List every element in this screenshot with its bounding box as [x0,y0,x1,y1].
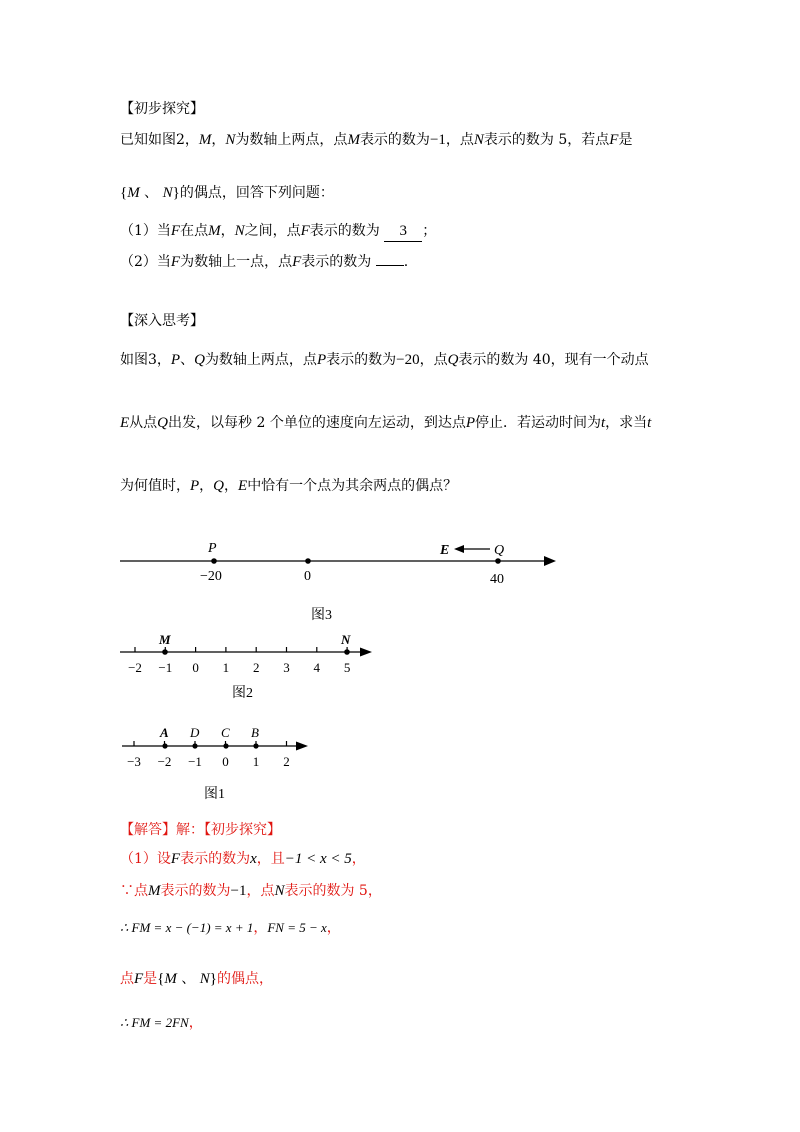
text: ，点 [246,883,275,899]
brace: } [209,971,217,987]
text: 已知如图2， [120,132,199,148]
var-f: F [170,851,181,867]
var-n: N [473,132,484,148]
text: 表示的数为 5， [284,883,382,899]
text: （1）设 [120,851,171,867]
var-x: x [250,851,257,867]
tick-label: −20 [200,569,222,584]
tick-label: 0 [304,569,311,584]
text: 为数轴上两点，点 [235,132,348,148]
var-n: N [234,223,245,239]
label-p: P [208,541,217,556]
axis-arrowhead [544,556,556,566]
brace: } [172,185,180,201]
var-e: E [238,478,248,494]
answer-blank-2 [376,251,404,266]
label-a: A [160,725,169,740]
text: ∵点 [120,883,148,899]
solution-step-2 [120,881,382,901]
inequality: −1 < x < 5 [284,851,352,867]
text: 从点 [129,415,158,431]
var-n: N [274,883,285,899]
var-f: F [170,223,181,239]
var-p: P [465,415,475,431]
value: −1 [230,883,247,899]
text: 、 [180,352,195,368]
text: 表示的数为 [326,352,397,368]
tick-label: 3 [283,660,290,675]
tick-marks [134,741,287,746]
tick-label: 1 [222,660,230,675]
label-m: M [159,632,171,647]
heading-deep-thinking: 【深入思考】 [120,313,204,329]
text: 点 [120,971,134,987]
var-f: F [300,223,310,239]
paragraph-even-point-def [120,183,334,203]
text: 在点 [180,223,209,239]
var-m: M [347,132,360,148]
equation: FN = 5 − x [267,920,327,935]
point-d [192,743,197,748]
text: 之间，点 [244,223,301,239]
tick-label: 2 [283,754,290,769]
solution-step-1 [120,849,366,869]
question-2 [120,251,408,272]
text: （1）当 [120,223,171,239]
solution-step-5 [120,1013,203,1033]
var-m: M [148,883,161,899]
brace: { [120,185,128,201]
point-c [223,743,228,748]
text: 如图3， [120,352,171,368]
var-m: M [164,971,177,987]
var-q: Q [447,352,459,368]
text: ， [224,478,239,494]
value: −1 [429,132,446,148]
var-q: Q [157,415,169,431]
paragraph-figure3-intro [120,350,649,370]
var-m: M [198,132,212,148]
point-p [211,558,217,564]
figure-1-caption: 图1 [204,787,225,802]
text: 为数轴上两点，点 [204,352,317,368]
var-f: F [609,132,619,148]
heading-initial-exploration: 【初步探究】 [120,101,204,117]
label-n: N [341,632,351,647]
point-n [344,649,350,655]
text: 表示的数为 5，若点 [483,132,610,148]
axis-arrowhead [296,742,308,751]
text: ， [188,1015,203,1031]
var-f: F [134,971,144,987]
var-p: P [316,352,327,368]
text: ， [211,132,226,148]
text: ，求当 [605,415,648,431]
text: 是 [618,132,633,148]
point-b [253,743,258,748]
var-q: Q [213,478,225,494]
label-d: D [190,725,200,740]
value: −20 [396,352,420,368]
solution-step-4 [120,969,273,989]
tick-labels [127,754,290,769]
answer-blank-1: 3 [384,221,422,242]
text: ， [351,851,366,867]
var-m: M [208,223,221,239]
var-f: F [170,254,181,270]
label-b: B [251,725,259,740]
tick-label: −1 [188,754,202,769]
figure-1-number-line [0,722,800,804]
figure-3-caption: 图3 [311,608,332,623]
text: 表示的数为 [309,223,380,239]
var-n: N [225,132,236,148]
paragraph-question [120,476,457,496]
text: ， [326,920,341,936]
var-m: M [127,185,140,201]
tick-label: 40 [490,572,504,587]
text: ； [422,223,437,239]
tick-label: −2 [157,754,172,769]
text: 表示的数为 [359,132,430,148]
text: 是 [143,971,158,987]
text: 为数轴上一点，点 [180,254,293,270]
figure-3-number-line [0,530,800,625]
arrow-left-icon [454,545,464,553]
text: ，且 [256,851,285,867]
var-n: N [199,971,210,987]
brace: { [157,971,165,987]
text: （2）当 [120,254,171,270]
text: 停止．若运动时间为 [475,415,601,431]
tick-label: 4 [313,660,321,675]
var-p: P [170,352,181,368]
text: 的偶点，回答下列问题： [179,185,334,201]
label-q: Q [494,543,505,558]
text: 中恰有一个点为其余两点的偶点？ [247,478,458,494]
separator: 、 [181,971,196,987]
text: ， [253,920,268,936]
paragraph-moving-point [120,413,651,433]
var-e: E [120,415,130,431]
point-origin [305,558,311,564]
var-n: N [162,185,173,201]
solution-heading: 【解答】解：【初步探究】 [120,822,281,838]
label-e: E [440,543,450,558]
tick-label: 0 [192,660,199,675]
text: 的偶点， [217,971,273,987]
tick-label: −1 [158,660,173,675]
question-1 [120,221,436,242]
tick-labels [128,660,350,675]
text: 表示的数为 40，现有一个动点 [458,352,649,368]
text: ， [199,478,214,494]
var-q: Q [194,352,205,368]
var-p: P [190,478,200,494]
text: ，点 [445,132,474,148]
var-f: F [292,254,302,270]
tick-label: 0 [222,754,229,769]
equation: ∴ FM = 2FN [120,1015,189,1030]
axis-arrowhead [360,648,372,657]
tick-label: 5 [343,660,351,675]
text: ， [220,223,235,239]
text: 为何值时， [120,478,190,494]
figure-2-caption: 图2 [232,686,253,700]
tick-label: −3 [127,754,141,769]
point-m [162,649,168,655]
point-a [162,743,167,748]
solution-step-3 [120,918,341,938]
point-q [495,558,501,564]
paragraph-problem-intro [120,130,632,150]
var-t: t [647,415,652,431]
tick-label: 1 [252,754,260,769]
text: 出发，以每秒 2 个单位的速度向左运动，到达点 [168,415,466,431]
tick-label: −2 [128,660,142,675]
figure-2-number-line [0,628,800,700]
separator: 、 [144,185,159,201]
text: 表示的数为 [180,851,251,867]
tick-label: 2 [252,660,260,675]
var-t: t [601,415,606,431]
text: . [403,254,409,270]
equation: ∴ FM = x − (−1) = x + 1 [120,920,254,935]
text: 表示的数为 [160,883,231,899]
text: ，点 [419,352,448,368]
label-c: C [221,725,230,740]
text: 表示的数为 [301,254,372,270]
